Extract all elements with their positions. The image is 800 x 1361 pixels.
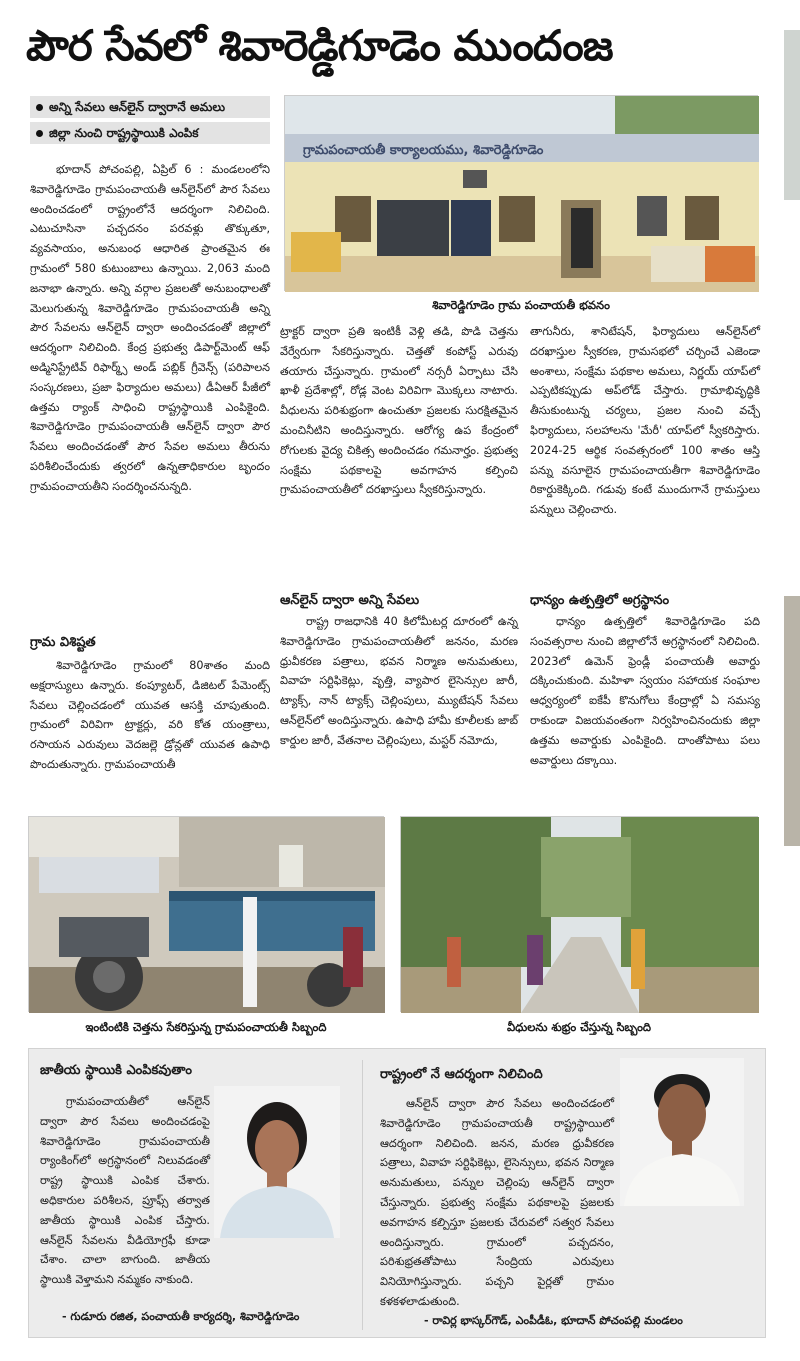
- section-online-text: రాష్ట్ర రాజధానికి 40 కిలోమీటర్ల దూరంలో ఉన్న శివారెడ్డిగూడెం గ్రామపంచాయతీలో జననం, మరణ ధ్రువీకరణ పత్రాలు, భవన నిర్మాణ అనుమతులు, వివాహ సర్టిఫికెట్లు, వృత్తి, వ్యాపార లైసెన్సుల జారీ, ట్యాక్స్, నాన్ ట్యాక్స్ చెల్లింపులు, మ్యుటేషన్ సేవలు ఆన్‌లైన్‌లో అందిస్తున్నారు. ఉపాధి హామీ కూలీలకు జాబ్ కార్డుల జారీ, వేతనాల చెల్లింపులు, మస్టర్ నమోదు,: [280, 615, 518, 747]
- subhead-1: [30, 96, 270, 118]
- quote-left-signature: - గుడూరు రజిత, పంచాయతీ కార్యదర్శి, శివారెడ్డిగూడెం: [62, 1310, 300, 1323]
- headline: పౌర సేవలో శివారెడ్డిగూడెం ముందంజ: [26, 21, 613, 70]
- quote-right-heading: రాష్ట్రంలో నే ఆదర్శంగా నిలిచింది: [380, 1067, 543, 1082]
- panchayat-building-illustration: [285, 96, 759, 292]
- adjacent-article-photo-strip-2: [784, 596, 800, 846]
- bullet-icon: [36, 130, 43, 137]
- subhead-2-text: జిల్లా నుంచి రాష్ట్రస్థాయికి ఎంపిక: [49, 126, 199, 140]
- intro-paragraph: భూదాన్ పోచంపల్లి, ఏప్రిల్ 6 : మండలంలోని శివారెడ్డిగూడెం గ్రామపంచాయతీ ఆన్‌లైన్‌లో పౌర సేవలు అందించడంలో రాష్ట్రంలోనే ఆదర్శంగా నిలిచింది. ఎటుచూసినా పచ్చదనం పరవళ్లు తొక్కుతూ, వ్యవసాయం, అనుబంధ ఆధారిత ప్రాంతమైన ఈ గ్రామంలో 580 కుటుంబాలు ఉన్నాయి. 2,063 మంది జనాభా ఉన్నారు. అన్ని వర్గాల ప్రజలతో అనుబంధాలతో మెలుగుతున్న శివారెడ్డిగూడెం గ్రామపంచాయతీ అన్ని పౌర సేవలను ఆన్‌లైన్ ద్వారా అందించడంతో జిల్లాలో ఆదర్శంగా నిలిచింది. కేంద్ర ప్రభుత్వ డిపార్ట్‌మెంట్ ఆఫ్ అడ్మినిస్ట్రేటివ్ రిఫార్మ్స్ అండ్ పబ్లిక్ గ్రీవెన్స్ (పరిపాలన సంస్కరణలు, ప్రజా ఫిర్యాదుల అమలు) డీఏఆర్ పీజీలో ఉత్తమ ర్యాంక్ సాధించి రాష్ట్రస్థాయికి ఎంపికైంది. శివారెడ్డిగూడెం గ్రామపంచాయతీ ఆన్‌లైన్ ద్వారా పౌర సేవలు అందించడంతో పౌర సేవల అమలు తీరును పరిశీలించేందుకు త్వరలో ఉన్నతాధికారుల బృందం గ్రామపంచాయతీని సందర్శించనున్నది.: [30, 163, 270, 493]
- quotes-divider: [362, 1060, 363, 1330]
- man-portrait-illustration: [620, 1058, 744, 1206]
- subhead-1-text: అన్ని సేవలు ఆన్‌లైన్ ద్వారానే అమలు: [49, 100, 225, 114]
- bullet-icon: [36, 104, 43, 111]
- street-sweeping-photo: [400, 816, 758, 1012]
- col2-top-text: ట్రాక్టర్ ద్వారా ప్రతి ఇంటికీ వెళ్లి తడి, పొడి చెత్తను వేర్వేరుగా సేకరిస్తున్నారు. చెత్తతో కంపోస్ట్ ఎరువు తయారు చేస్తున్నారు. గ్రామంలో నర్సరీ ఏర్పాటు చేసి ఖాళీ ప్రదేశాల్లో, రోడ్ల వెంట విరివిగా మొక్కలు నాటారు. వీధులను పరిశుభ్రంగా ఉంచుతూ ప్రజలకు సురక్షితమైన మంచినీటిని అందిస్తున్నారు. ఆరోగ్య ఉప కేంద్రంలో రోగులకు వైద్య చికిత్స అందించడం గమనార్హం. ప్రభుత్వ సంక్షేమ పథకాలపై అవగాహన కల్పించి గ్రామపంచాయతీలో దరఖాస్తులు స్వీకరిస్తున్నారు.: [280, 325, 518, 497]
- panchayat-building-photo: [284, 95, 758, 291]
- quote-left-text: గ్రామపంచాయతీలో ఆన్‌లైన్ ద్వారా పౌర సేవలు అందించడంపై శివారెడ్డిగూడెం గ్రామపంచాయతీ ర్యాంకింగ్‌లో అగ్రస్థానంలో నిలువడంతో రాష్ట్ర స్థాయికి ఎంపిక చేశారు. అధికారుల పరిశీలన, ప్రూఫ్స్ తర్వాత జాతీయ స్థాయికి ఎంపిక చేస్తారు. ఆన్‌లైన్ సేవలను వీడియోగ్రఫీ కూడా చేశాం. చాలా బాగుంది. జాతీయ స్థాయికి వెళ్తామని నమ్మకం నాకుంది.: [40, 1095, 210, 1287]
- section-village-text: శివారెడ్డిగూడెం గ్రామంలో 80శాతం మంది అక్షరాస్యులు ఉన్నారు. కంప్యూటర్, డిజిటల్ పేమెంట్స్ సేవలు చెల్లించడంలో యువత ఆసక్తి చూపుతుంది. గ్రామంలో విరివిగా ట్రాక్టర్లు, వరి కోత యంత్రాలు, రసాయన ఎరువులు వెదజల్లె డ్రోన్లతో యువత ఉపాధి పొందుతున్నారు. గ్రామపంచాయతీ: [30, 659, 270, 771]
- street-sweeping-illustration: [401, 817, 759, 1013]
- section-village-heading: గ్రామ విశిష్టత: [30, 635, 96, 650]
- quote-right-signature: - రావిర్ల భాస్కర్‌గౌడ్, ఎంపీడీఓ, భూదాన్ పోచంపల్లి మండలం: [424, 1314, 683, 1327]
- photo-street-caption: వీధులను శుభ్రం చేస్తున్న సిబ్బంది: [506, 1020, 652, 1034]
- quote-right-portrait: [620, 1058, 744, 1206]
- building-sign-text: గ్రామపంచాయతీ కార్యాలయము, శివారెడ్డిగూడెం: [303, 143, 544, 158]
- section-grain-text: ధాన్యం ఉత్పత్తిలో శివారెడ్డిగూడెం పది సంవత్సరాల నుంచి జిల్లాలోనే అగ్రస్థానంలో నిలిచింది. 2023లో ఉమెన్ ఫ్రెండ్లీ పంచాయతీ అవార్డు దక్కించుకుంది. మహిళా స్వయం సహాయక సంఘాల ఆధ్వర్యంలో ఐకేపీ కొనుగోలు కేంద్రాల్లో ఏ సమస్య రాకుండా విజయవంతంగా నిర్వహించినందుకు జిల్లా ఉత్తమ అవార్డుకు ఎంపికైంది. దాంతోపాటు పలు అవార్డులు దక్కాయి.: [530, 615, 760, 767]
- col3-top-text: తాగునీరు, శానిటేషన్, ఫిర్యాదులు ఆన్‌లైన్‌లో దరఖాస్తుల స్వీకరణ, గ్రామసభలో చర్చించే ఎజెండా అంశాలు, సంక్షేమ పథకాల అమలు, నిర్ణయ్ యాప్‌లో ఎప్పటికప్పుడు అప్‌లోడ్ చేస్తారు. గ్రామాభివృద్ధికి తీసుకుంటున్న చర్యలు, ప్రజల నుంచి వచ్చే ఫిర్యాదులు, సలహాలను 'మేరీ' యాప్‌లో స్వీకరిస్తారు. 2024-25 ఆర్థిక సంవత్సరంలో 100 శాతం ఆస్తి పన్ను వసూలైన గ్రామపంచాయతీగా శివారెడ్డిగూడెం రికార్డుకెక్కింది. గడువు కంటే ముందుగానే గ్రామస్తులు పన్నులు చెల్లించారు.: [530, 325, 760, 517]
- adjacent-article-photo-strip: [784, 30, 800, 200]
- subhead-2: [30, 122, 270, 144]
- section-grain-heading: ధాన్యం ఉత్పత్తిలో అగ్రస్థానం: [530, 593, 670, 608]
- quote-right-text: ఆన్‌లైన్ ద్వారా పౌర సేవలు అందించడంలో శివారెడ్డిగూడెం గ్రామపంచాయతీ రాష్ట్రస్థాయిలో ఆదర్శంగా నిలిచింది. జనన, మరణ ధ్రువీకరణ పత్రాలు, వివాహ సర్టిఫికెట్లు, లైసెన్సులు, భవన నిర్మాణ అనుమతులు, పన్నుల చెల్లింపు ఆన్‌లైన్ ద్వారా చేస్తున్నారు. ప్రభుత్వ సంక్షేమ పథకాలపై ప్రజలకు అవగాహన కల్పిస్తూ ప్రజలకు చేరువలో సత్వర సేవలు అందిస్తున్నారు. గ్రామంలో పచ్చదనం, పరిశుభ్రతతోపాటు సేంద్రియ ఎరువులు వినియోగిస్తున్నారు. పచ్చని పైర్లతో గ్రామం కళకళలాడుతుంది.: [380, 1097, 614, 1308]
- photo-office-caption: శివారెడ్డిగూడెం గ్రామ పంచాయతీ భవనం: [432, 298, 610, 312]
- quote-left-text-cont: [40, 1212, 340, 1312]
- garbage-tractor-photo: [28, 816, 384, 1012]
- garbage-tractor-illustration: [29, 817, 385, 1013]
- section-online-heading: ఆన్‌లైన్ ద్వారా అన్ని సేవలు: [280, 593, 420, 608]
- quote-left-heading: జాతీయ స్థాయికి ఎంపికవుతాం: [40, 1063, 192, 1078]
- photo-tractor-caption: ఇంటింటికి చెత్తను సేకరిస్తున్న గ్రామపంచాయతీ సిబ్బంది: [85, 1020, 327, 1034]
